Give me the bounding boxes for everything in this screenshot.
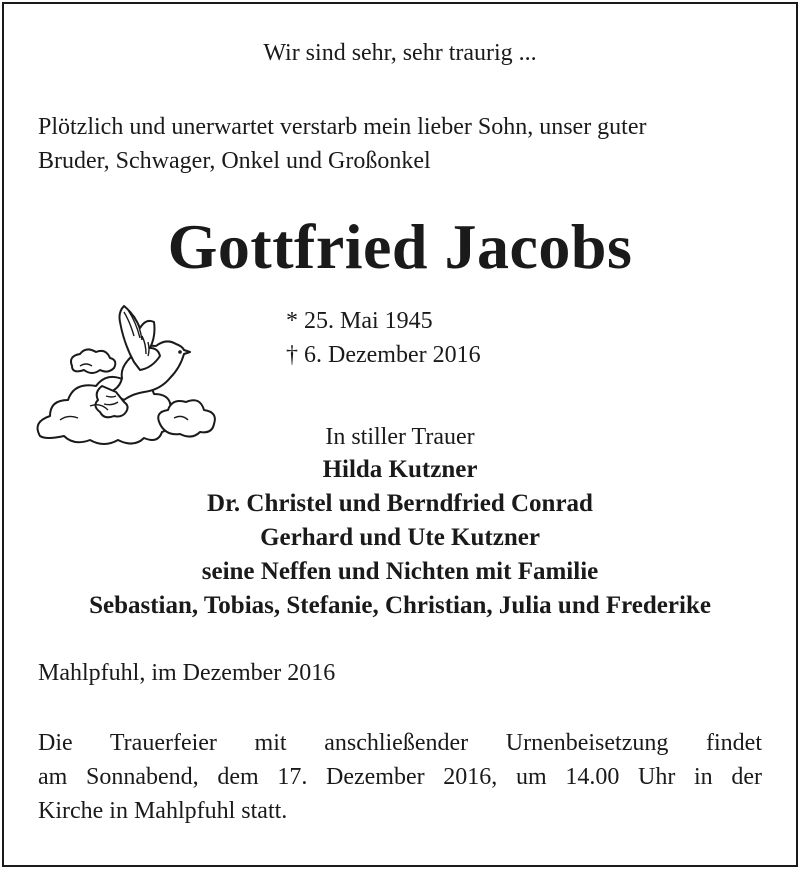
death-date: † 6. Dezember 2016	[286, 342, 481, 368]
funeral-line-1: Die Trauerfeier mit anschließender Urnenbeisetzung findet	[38, 730, 762, 756]
birth-date: * 25. Mai 1945	[286, 308, 433, 334]
place-date: Mahlpfuhl, im Dezember 2016	[38, 660, 336, 686]
mourner-line: Sebastian, Tobias, Stefanie, Christian, Julia und Frederike	[89, 592, 711, 619]
notice-heading: Wir sind sehr, sehr traurig ...	[263, 40, 537, 66]
mourner-line: Gerhard und Ute Kutzner	[260, 524, 540, 551]
intro-line-2: Bruder, Schwager, Onkel und Großonkel	[38, 148, 431, 174]
funeral-line-2: am Sonnabend, dem 17. Dezember 2016, um 14.00 Uhr in der	[38, 764, 762, 790]
mourner-line: Hilda Kutzner	[322, 456, 478, 483]
mourner-line: seine Neffen und Nichten mit Familie	[201, 558, 599, 585]
obituary-notice	[2, 2, 798, 867]
intro-line-1: Plötzlich und unerwartet verstarb mein lieber Sohn, unser guter	[38, 114, 647, 140]
funeral-line-3: Kirche in Mahlpfuhl statt.	[38, 798, 288, 824]
deceased-name: Gottfried Jacobs	[167, 211, 633, 282]
mourning-intro: In stiller Trauer	[325, 424, 475, 450]
mourner-line: Dr. Christel und Berndfried Conrad	[207, 490, 593, 517]
